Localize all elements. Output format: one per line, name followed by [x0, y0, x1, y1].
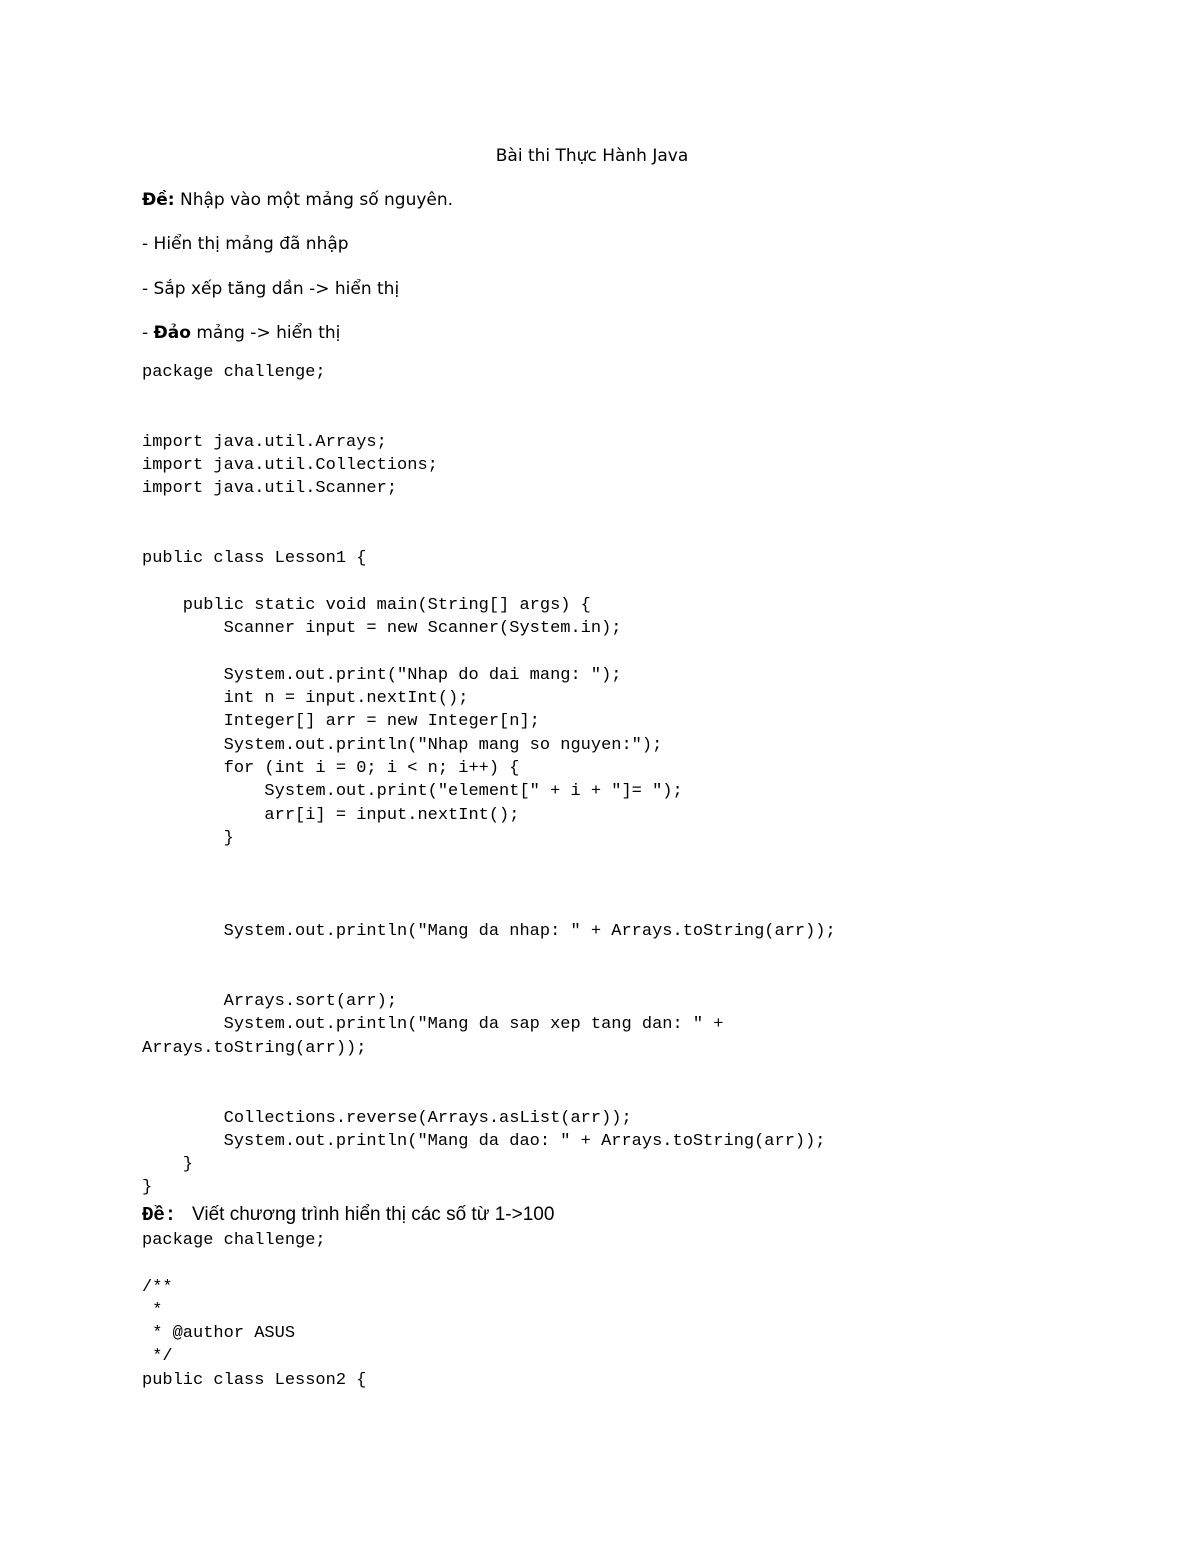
code-line — [142, 384, 836, 407]
code-line — [142, 874, 836, 897]
code-line — [142, 1083, 836, 1106]
code-line: for (int i = 0; i < n; i++) { — [142, 759, 520, 779]
task1-line — [142, 188, 453, 212]
code-line: import java.util.Arrays; — [142, 432, 387, 452]
bullet-reverse-array — [142, 321, 340, 345]
code-line: * @author ASUS — [142, 1324, 296, 1344]
code-line: package challenge; — [142, 363, 326, 382]
code-line: public class Lesson2 { — [142, 1370, 367, 1390]
code-line: Integer[] arr = new Integer[n]; — [142, 712, 540, 732]
code-line — [142, 524, 836, 547]
code-line — [142, 1060, 836, 1083]
code-line: Scanner input = new Scanner(System.in); — [142, 619, 622, 639]
code-block-lesson2 — [142, 1229, 366, 1392]
task1-label: Đề: — [142, 190, 175, 210]
code-line — [142, 897, 836, 920]
bullet3-rest: mảng -> hiển thị — [190, 323, 341, 343]
code-line — [142, 850, 836, 873]
code-line: System.out.print("Nhap do dai mang: "); — [142, 665, 622, 685]
code-line — [142, 571, 836, 594]
code-line: } — [142, 1155, 194, 1175]
code-line: public class Lesson1 { — [142, 549, 367, 569]
task2-label: Đề: — [142, 1204, 177, 1226]
code-line: package challenge; — [142, 1231, 326, 1250]
code-line — [142, 967, 836, 990]
code-line — [142, 408, 836, 431]
task2-text: Viết chương trình hiển thị các số từ 1->100 — [176, 1204, 555, 1225]
code-line — [142, 943, 836, 966]
bullet3-prefix: - — [142, 323, 154, 343]
task2-line — [142, 1203, 554, 1227]
code-line: import java.util.Scanner; — [142, 479, 398, 499]
code-line: * — [142, 1300, 163, 1320]
code-line — [142, 641, 836, 664]
code-line: Arrays.toString(arr)); — [142, 1038, 367, 1058]
code-line: System.out.println("Mang da nhap: " + Arrays.toString(arr)); — [142, 922, 836, 942]
bullet3-bold: Đảo — [153, 323, 191, 343]
code-line: System.out.println("Nhap mang so nguyen:"); — [142, 735, 663, 755]
code-line: /** — [142, 1277, 173, 1297]
code-line: public static void main(String[] args) { — [142, 595, 591, 615]
code-block-lesson1 — [142, 361, 836, 1200]
code-line: Collections.reverse(Arrays.asList(arr)); — [142, 1108, 632, 1128]
document-title: Bài thi Thực Hành Java — [495, 146, 689, 166]
code-line: System.out.println("Mang da dao: " + Arrays.toString(arr)); — [142, 1131, 826, 1151]
code-line: arr[i] = input.nextInt(); — [142, 805, 520, 825]
code-line: } — [142, 1178, 153, 1198]
code-line: */ — [142, 1347, 173, 1367]
bullet-show-array: - Hiển thị mảng đã nhập — [142, 234, 349, 254]
code-line: Arrays.sort(arr); — [142, 992, 398, 1012]
task1-text: Nhập vào một mảng số nguyên. — [174, 190, 454, 210]
code-line: int n = input.nextInt(); — [142, 689, 469, 709]
code-line — [142, 1252, 366, 1275]
bullet-sort-array: - Sắp xếp tăng dần -> hiển thị — [142, 279, 400, 299]
code-line: System.out.println("Mang da sap xep tang dan: " + — [142, 1015, 724, 1035]
code-line — [142, 501, 836, 524]
code-line: import java.util.Collections; — [142, 456, 438, 476]
code-line: } — [142, 828, 234, 848]
code-line: System.out.print("element[" + i + "]= "); — [142, 782, 683, 802]
